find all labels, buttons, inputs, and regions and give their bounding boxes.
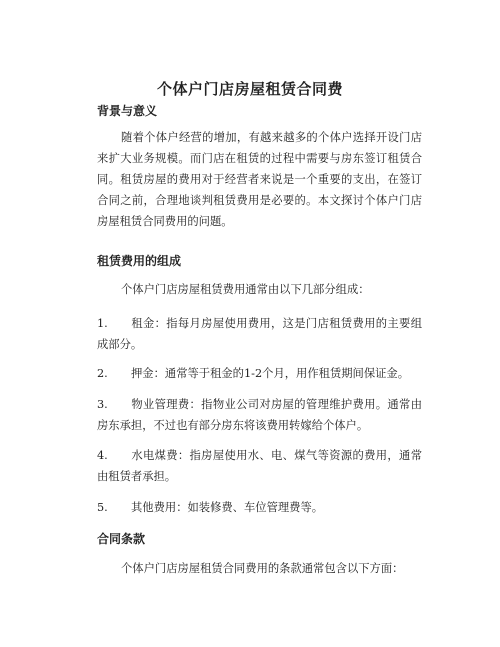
- list-item-number: 5.: [97, 501, 108, 514]
- list-item-text: 押金：通常等于租金的1-2个月，用作租赁期间保证金。: [131, 367, 410, 380]
- list-item-number: 4.: [97, 449, 108, 462]
- list-item-number: 1.: [97, 317, 108, 330]
- paragraph-background: 随着个体户经营的增加，有越来越多的个体户选择开设门店来扩大业务规模。而门店在租赁的过程中需要与房东签订租赁合同。租赁房屋的费用对于经营者来说是一个重要的支出，在签订合同之前，合理地谈判租赁费用是必要的。本文探讨个体户门店房屋租赁合同费用的问题。: [97, 131, 422, 228]
- paragraph-fee-intro: 个体户门店房屋租赁费用通常由以下几部分组成：: [121, 283, 370, 296]
- section-heading-fee-composition: 租赁费用的组成: [97, 254, 182, 268]
- list-item: [97, 445, 422, 487]
- document-title: 个体户门店房屋租赁合同费: [156, 80, 343, 98]
- list-item-number: 2.: [97, 367, 108, 380]
- section-heading-contract-terms: 合同条款: [97, 532, 146, 546]
- list-item-number: 3.: [97, 398, 108, 411]
- section-heading-background: 背景与意义: [97, 104, 158, 118]
- list-item: [97, 394, 422, 436]
- list-item: [97, 363, 422, 384]
- list-item-text: 物业管理费：指物业公司对房屋的管理维护费用。通常由房东承担，不过也有部分房东将该费用转嫁给个体户。: [97, 398, 422, 432]
- paragraph-contract-intro: 个体户门店房屋租赁合同费用的条款通常包含以下方面：: [121, 562, 404, 575]
- list-item-text: 其他费用：如装修费、车位管理费等。: [131, 501, 324, 514]
- list-item-text: 租金：指每月房屋使用费用，这是门店租赁费用的主要组成部分。: [97, 317, 422, 351]
- list-item-text: 水电煤费：指房屋使用水、电、煤气等资源的费用，通常由租赁者承担。: [97, 449, 422, 483]
- list-item: [97, 313, 422, 355]
- list-item: [97, 497, 422, 518]
